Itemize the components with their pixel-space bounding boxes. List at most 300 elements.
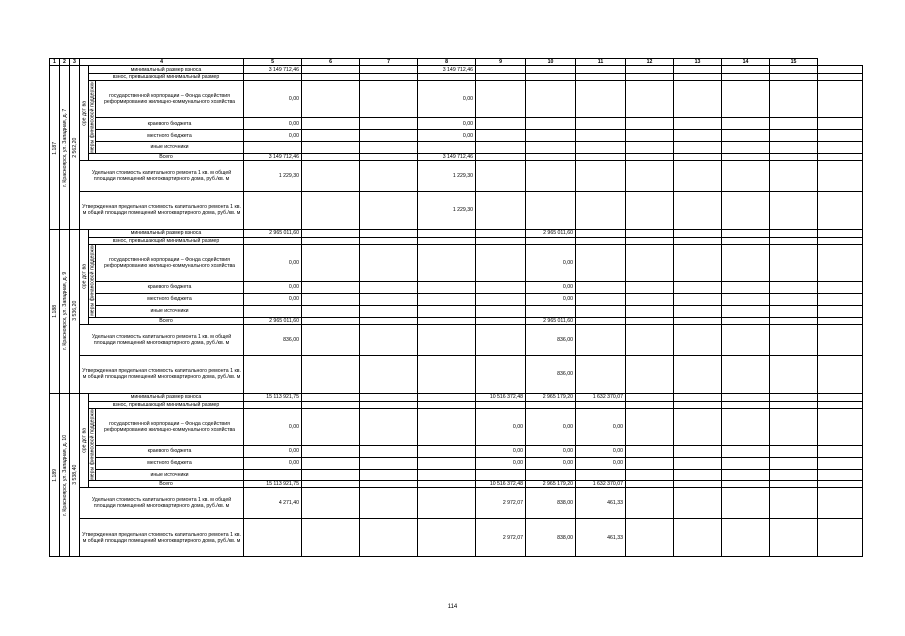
value-cell (818, 81, 863, 118)
value-cell (302, 153, 360, 160)
value-cell (476, 191, 526, 229)
value-cell: 838,00 (526, 519, 576, 557)
value-cell (360, 237, 418, 244)
value-cell (818, 457, 863, 469)
value-cell (818, 130, 863, 142)
value-cell (818, 481, 863, 488)
value-cell (418, 445, 476, 457)
value-cell (626, 481, 674, 488)
value-cell: 0,00 (244, 130, 302, 142)
value-cell (770, 445, 818, 457)
value-cell (476, 282, 526, 294)
value-cell (770, 66, 818, 74)
header-cell: 12 (626, 59, 674, 66)
header-cell: 5 (244, 59, 302, 66)
value-cell (674, 519, 722, 557)
value-cell (526, 81, 576, 118)
value-cell (576, 130, 626, 142)
value-cell (302, 401, 360, 408)
regional-budget-label: краевого бюджета (96, 445, 244, 457)
value-cell (770, 324, 818, 355)
value-cell (360, 324, 418, 355)
value-cell (722, 141, 770, 153)
value-cell (576, 118, 626, 130)
value-cell: 1 632 370,07 (576, 393, 626, 401)
value-cell (818, 324, 863, 355)
value-cell (770, 282, 818, 294)
unit-cost-label: Удельная стоимость капитального ремонта 1 кв. м общей площади помещений многоквартирного дома, руб./кв. м (80, 160, 244, 191)
page-number: 114 (447, 604, 458, 610)
value-cell (576, 81, 626, 118)
value-cell (418, 293, 476, 305)
value-cell (302, 324, 360, 355)
value-cell (302, 317, 360, 324)
header-cell: 9 (476, 59, 526, 66)
value-cell (674, 324, 722, 355)
value-cell (722, 118, 770, 130)
value-cell (674, 74, 722, 81)
value-cell (302, 141, 360, 153)
value-cell (770, 305, 818, 317)
value-cell (674, 469, 722, 481)
value-cell (360, 74, 418, 81)
value-cell (302, 481, 360, 488)
value-cell (626, 229, 674, 237)
value-cell (818, 237, 863, 244)
value-cell: 1 229,30 (418, 191, 476, 229)
value-cell: 2 965 011,60 (244, 229, 302, 237)
value-cell (476, 229, 526, 237)
house-area: 2 562,20 (70, 66, 80, 230)
value-cell (302, 130, 360, 142)
value-cell (360, 229, 418, 237)
value-cell (418, 355, 476, 393)
value-cell (476, 160, 526, 191)
fund-label: государственной корпорации – Фонда содействия реформированию жилищно-коммунального хозяйства (96, 244, 244, 281)
value-cell (476, 153, 526, 160)
min-contribution-label: минимальный размер взноса (89, 66, 244, 74)
value-cell: 0,00 (244, 408, 302, 445)
value-cell (818, 153, 863, 160)
value-cell (722, 282, 770, 294)
value-cell: 0,00 (418, 130, 476, 142)
value-cell (770, 153, 818, 160)
value-cell: 4 271,40 (244, 488, 302, 519)
table-row (50, 66, 863, 74)
value-cell: 3 149 712,46 (244, 66, 302, 74)
value-cell (302, 305, 360, 317)
value-cell: 0,00 (576, 457, 626, 469)
value-cell: 0,00 (244, 118, 302, 130)
value-cell (418, 401, 476, 408)
min-contribution-label: минимальный размер взноса (89, 229, 244, 237)
value-cell (302, 488, 360, 519)
table-row (50, 244, 863, 281)
value-cell (722, 481, 770, 488)
value-cell: 0,00 (418, 118, 476, 130)
value-cell (476, 244, 526, 281)
value-cell: 0,00 (244, 293, 302, 305)
value-cell (770, 81, 818, 118)
value-cell (722, 66, 770, 74)
value-cell (576, 305, 626, 317)
value-cell (244, 519, 302, 557)
value-cell: 0,00 (244, 244, 302, 281)
value-cell (360, 282, 418, 294)
value-cell (526, 469, 576, 481)
value-cell (626, 282, 674, 294)
value-cell (576, 153, 626, 160)
table-body (50, 59, 863, 557)
value-cell (476, 355, 526, 393)
table-row (50, 81, 863, 118)
value-cell (302, 445, 360, 457)
value-cell (818, 393, 863, 401)
value-cell (244, 401, 302, 408)
header-cell: 6 (302, 59, 360, 66)
value-cell (526, 401, 576, 408)
value-cell (818, 229, 863, 237)
value-cell (818, 141, 863, 153)
table-row (50, 141, 863, 153)
value-cell (526, 191, 576, 229)
value-cell (576, 469, 626, 481)
value-cell (674, 445, 722, 457)
value-cell (626, 118, 674, 130)
value-cell (626, 393, 674, 401)
value-cell (418, 317, 476, 324)
value-cell: 836,00 (526, 355, 576, 393)
house-address: г. Красноярск, ул. Западная, д. 10 (60, 393, 70, 557)
other-sources-label: иные источники (96, 305, 244, 317)
value-cell (674, 237, 722, 244)
value-cell (476, 237, 526, 244)
value-cell (244, 305, 302, 317)
table-row (50, 408, 863, 445)
value-cell (526, 160, 576, 191)
value-cell: 461,33 (576, 519, 626, 557)
value-cell (526, 141, 576, 153)
house-area: 3 536,20 (70, 229, 80, 393)
value-cell: 0,00 (576, 445, 626, 457)
value-cell (626, 355, 674, 393)
value-cell: 0,00 (476, 408, 526, 445)
value-cell (674, 160, 722, 191)
house-address: г. Красноярск, ул. Западная, д. 7 (60, 66, 70, 230)
value-cell (626, 191, 674, 229)
value-cell (476, 141, 526, 153)
value-cell (418, 519, 476, 557)
value-cell (360, 160, 418, 191)
table-row (50, 317, 863, 324)
value-cell: 3 149 712,46 (418, 153, 476, 160)
header-cell: 7 (360, 59, 418, 66)
value-cell (818, 66, 863, 74)
table-row (50, 130, 863, 142)
table-row (50, 481, 863, 488)
value-cell (818, 118, 863, 130)
value-cell (302, 408, 360, 445)
approved-cost-label: Утвержденная предельная стоимость капитального ремонта 1 кв. м общей площади помещений многоквартирного дома, руб./кв. м (80, 191, 244, 229)
value-cell (818, 445, 863, 457)
sources-label: сре дст ва (80, 66, 89, 161)
value-cell (722, 317, 770, 324)
value-cell (770, 408, 818, 445)
value-cell (418, 457, 476, 469)
value-cell (770, 317, 818, 324)
value-cell: 0,00 (526, 445, 576, 457)
value-cell (526, 118, 576, 130)
value-cell (770, 469, 818, 481)
value-cell (360, 408, 418, 445)
local-budget-label: местного бюджета (96, 130, 244, 142)
header-row (50, 59, 863, 66)
value-cell (302, 355, 360, 393)
value-cell (770, 74, 818, 81)
value-cell (818, 408, 863, 445)
value-cell (626, 160, 674, 191)
value-cell (674, 66, 722, 74)
value-cell (576, 324, 626, 355)
value-cell (818, 401, 863, 408)
value-cell (244, 355, 302, 393)
unit-cost-label: Удельная стоимость капитального ремонта 1 кв. м общей площади помещений многоквартирного дома, руб./кв. м (80, 324, 244, 355)
value-cell (626, 519, 674, 557)
value-cell (674, 355, 722, 393)
value-cell (476, 74, 526, 81)
value-cell (626, 66, 674, 74)
value-cell (360, 355, 418, 393)
value-cell (360, 305, 418, 317)
value-cell (722, 488, 770, 519)
value-cell (722, 153, 770, 160)
value-cell: 0,00 (244, 445, 302, 457)
value-cell (360, 153, 418, 160)
value-cell: 2 965 011,60 (526, 229, 576, 237)
value-cell (418, 469, 476, 481)
value-cell (674, 229, 722, 237)
table-row (50, 229, 863, 237)
local-budget-label: местного бюджета (96, 457, 244, 469)
value-cell (526, 237, 576, 244)
total-label: Всего (89, 153, 244, 160)
table-row (50, 457, 863, 469)
table-row (50, 282, 863, 294)
header-cell: 14 (722, 59, 770, 66)
value-cell (526, 153, 576, 160)
value-cell (722, 408, 770, 445)
value-cell (476, 305, 526, 317)
value-cell: 1 632 370,07 (576, 481, 626, 488)
value-cell (576, 74, 626, 81)
header-cell: 2 (60, 59, 70, 66)
house-area: 3 538,40 (70, 393, 80, 557)
other-sources-label: иные источники (96, 469, 244, 481)
value-cell (360, 141, 418, 153)
value-cell (302, 457, 360, 469)
total-label: Всего (89, 481, 244, 488)
value-cell (770, 130, 818, 142)
capital-repair-table (49, 58, 863, 557)
value-cell (770, 293, 818, 305)
value-cell (626, 445, 674, 457)
value-cell (360, 293, 418, 305)
value-cell (818, 519, 863, 557)
value-cell (674, 481, 722, 488)
value-cell (418, 229, 476, 237)
value-cell (674, 457, 722, 469)
value-cell (526, 130, 576, 142)
sources-label: сре дст ва (80, 393, 89, 488)
value-cell (302, 160, 360, 191)
value-cell (302, 66, 360, 74)
table-row (50, 118, 863, 130)
approved-cost-label: Утвержденная предельная стоимость капитального ремонта 1 кв. м общей площади помещений многоквартирного дома, руб./кв. м (80, 519, 244, 557)
table-row (50, 74, 863, 81)
fund-label: государственной корпорации – Фонда содействия реформированию жилищно-коммунального хозяйства (96, 81, 244, 118)
value-cell: 15 113 921,75 (244, 481, 302, 488)
value-cell (674, 317, 722, 324)
value-cell (418, 324, 476, 355)
value-cell (302, 74, 360, 81)
value-cell (360, 81, 418, 118)
value-cell (674, 191, 722, 229)
value-cell: 3 149 712,46 (418, 66, 476, 74)
value-cell (818, 160, 863, 191)
value-cell (360, 519, 418, 557)
table-row (50, 445, 863, 457)
value-cell (476, 324, 526, 355)
table-row (50, 393, 863, 401)
value-cell: 2 965 179,20 (526, 481, 576, 488)
measures-label: меры финансовой поддержки (89, 244, 95, 317)
value-cell (626, 408, 674, 445)
value-cell (302, 191, 360, 229)
value-cell (526, 74, 576, 81)
value-cell (818, 469, 863, 481)
value-cell (360, 469, 418, 481)
value-cell (476, 118, 526, 130)
value-cell (818, 74, 863, 81)
value-cell (722, 160, 770, 191)
house-number: 1.189 (50, 393, 60, 557)
value-cell (818, 282, 863, 294)
value-cell (674, 305, 722, 317)
value-cell (576, 160, 626, 191)
value-cell (818, 488, 863, 519)
value-cell (244, 237, 302, 244)
value-cell (476, 317, 526, 324)
value-cell (674, 130, 722, 142)
total-label: Всего (89, 317, 244, 324)
local-budget-label: местного бюджета (96, 293, 244, 305)
value-cell (722, 244, 770, 281)
value-cell (476, 81, 526, 118)
value-cell (576, 237, 626, 244)
value-cell: 0,00 (526, 457, 576, 469)
value-cell (770, 488, 818, 519)
value-cell (526, 305, 576, 317)
value-cell (722, 324, 770, 355)
value-cell (674, 408, 722, 445)
value-cell (674, 153, 722, 160)
value-cell (818, 317, 863, 324)
value-cell (818, 244, 863, 281)
value-cell (722, 74, 770, 81)
value-cell (576, 293, 626, 305)
value-cell (418, 141, 476, 153)
value-cell (418, 282, 476, 294)
value-cell (770, 401, 818, 408)
approved-cost-label: Утвержденная предельная стоимость капитального ремонта 1 кв. м общей площади помещений многоквартирного дома, руб./кв. м (80, 355, 244, 393)
over-min-label: взнос, превышающий минимальный размер (89, 237, 244, 244)
value-cell: 0,00 (476, 457, 526, 469)
value-cell (674, 293, 722, 305)
value-cell (302, 118, 360, 130)
value-cell (418, 488, 476, 519)
value-cell (360, 244, 418, 281)
value-cell: 836,00 (526, 324, 576, 355)
value-cell (360, 118, 418, 130)
value-cell (722, 81, 770, 118)
value-cell (244, 141, 302, 153)
value-cell (722, 393, 770, 401)
value-cell (818, 293, 863, 305)
value-cell (302, 237, 360, 244)
value-cell (302, 229, 360, 237)
value-cell (576, 401, 626, 408)
value-cell (722, 229, 770, 237)
value-cell (418, 237, 476, 244)
value-cell (722, 305, 770, 317)
table-row (50, 488, 863, 519)
over-min-label: взнос, превышающий минимальный размер (89, 401, 244, 408)
value-cell (722, 237, 770, 244)
value-cell (360, 481, 418, 488)
value-cell: 2 972,07 (476, 488, 526, 519)
value-cell (418, 244, 476, 281)
value-cell (818, 355, 863, 393)
value-cell (722, 130, 770, 142)
value-cell: 2 965 011,60 (244, 317, 302, 324)
value-cell (302, 469, 360, 481)
value-cell (302, 393, 360, 401)
value-cell: 0,00 (418, 81, 476, 118)
value-cell (770, 191, 818, 229)
value-cell (818, 191, 863, 229)
value-cell (360, 191, 418, 229)
measures-label: меры финансовой поддержки (89, 81, 95, 153)
value-cell (302, 244, 360, 281)
value-cell: 1 229,30 (418, 160, 476, 191)
table-row (50, 191, 863, 229)
value-cell (626, 244, 674, 281)
value-cell (770, 481, 818, 488)
value-cell (626, 293, 674, 305)
value-cell (626, 130, 674, 142)
header-cell: 13 (674, 59, 722, 66)
value-cell (360, 393, 418, 401)
value-cell (626, 401, 674, 408)
value-cell (626, 469, 674, 481)
value-cell (302, 282, 360, 294)
value-cell: 836,00 (244, 324, 302, 355)
value-cell: 15 113 921,75 (244, 393, 302, 401)
value-cell (576, 191, 626, 229)
value-cell (576, 141, 626, 153)
value-cell (626, 305, 674, 317)
value-cell (302, 81, 360, 118)
